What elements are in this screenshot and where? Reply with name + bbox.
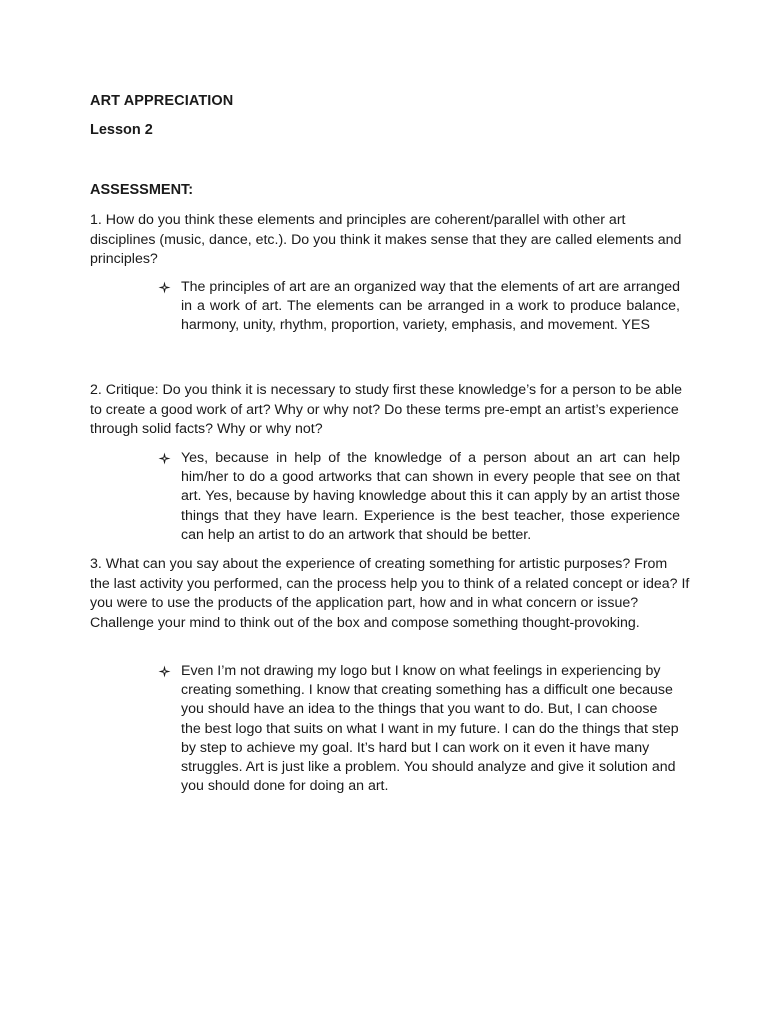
question-1: 1. How do you think these elements and principles are coherent/parallel with other art disciplines (music, dance, etc.). Do you think it makes sense that they are called elements and principles? [90, 212, 682, 268]
diamond-bullet-icon [158, 449, 174, 465]
answer-1-text: The principles of art are an organized way that the elements of art are arranged in a work of art. The elements can be arranged in a work to produce balance, harmony, unity, rhythm, proportion, variety, emphasis, and movement. YES [181, 279, 680, 334]
document-title: ART APPRECIATION [90, 93, 234, 109]
question-3: 3. What can you say about the experience of creating something for artistic purposes? From the last activity you performed, can the process help you to think of a related concept or idea? If you were to use the products of the application part, how and in what concern or issue? Challenge your mind to think out of the box and compose something thought-provoking. [90, 556, 690, 631]
answer-2 [158, 449, 680, 545]
answer-3 [158, 662, 680, 796]
diamond-bullet-icon [158, 662, 174, 678]
answer-1 [158, 278, 680, 336]
section-heading: ASSESSMENT: [90, 182, 194, 198]
answer-3-text: Even I’m not drawing my logo but I know on what feelings in experiencing by creating something. I know that creating something has a difficult one because you should have an idea to the things that you want to do. But, I can choose the best logo that suits on what I want in my future. I can do the things that step by step to achieve my goal. It’s hard but I can work on it even it have many struggles. Art is just like a problem. You should analyze and give it solution and you should done for doing an art. [181, 663, 679, 795]
answer-2-text: Yes, because in help of the knowledge of a person about an art can help him/her to do a good artworks that can shown in every people that see on that art. Yes, because by having knowledge about this it can apply by an artist those things that they have learn. Experience is the best teacher, those experience can help an artist to do an artwork that should be better. [181, 450, 680, 543]
lesson-label: Lesson 2 [90, 122, 153, 138]
diamond-bullet-icon [158, 278, 174, 294]
question-2: 2. Critique: Do you think it is necessary to study first these knowledge’s for a person to be able to create a good work of art? Why or why not? Do these terms pre-empt an artist’s experience through solid facts? Why or why not? [90, 382, 682, 438]
